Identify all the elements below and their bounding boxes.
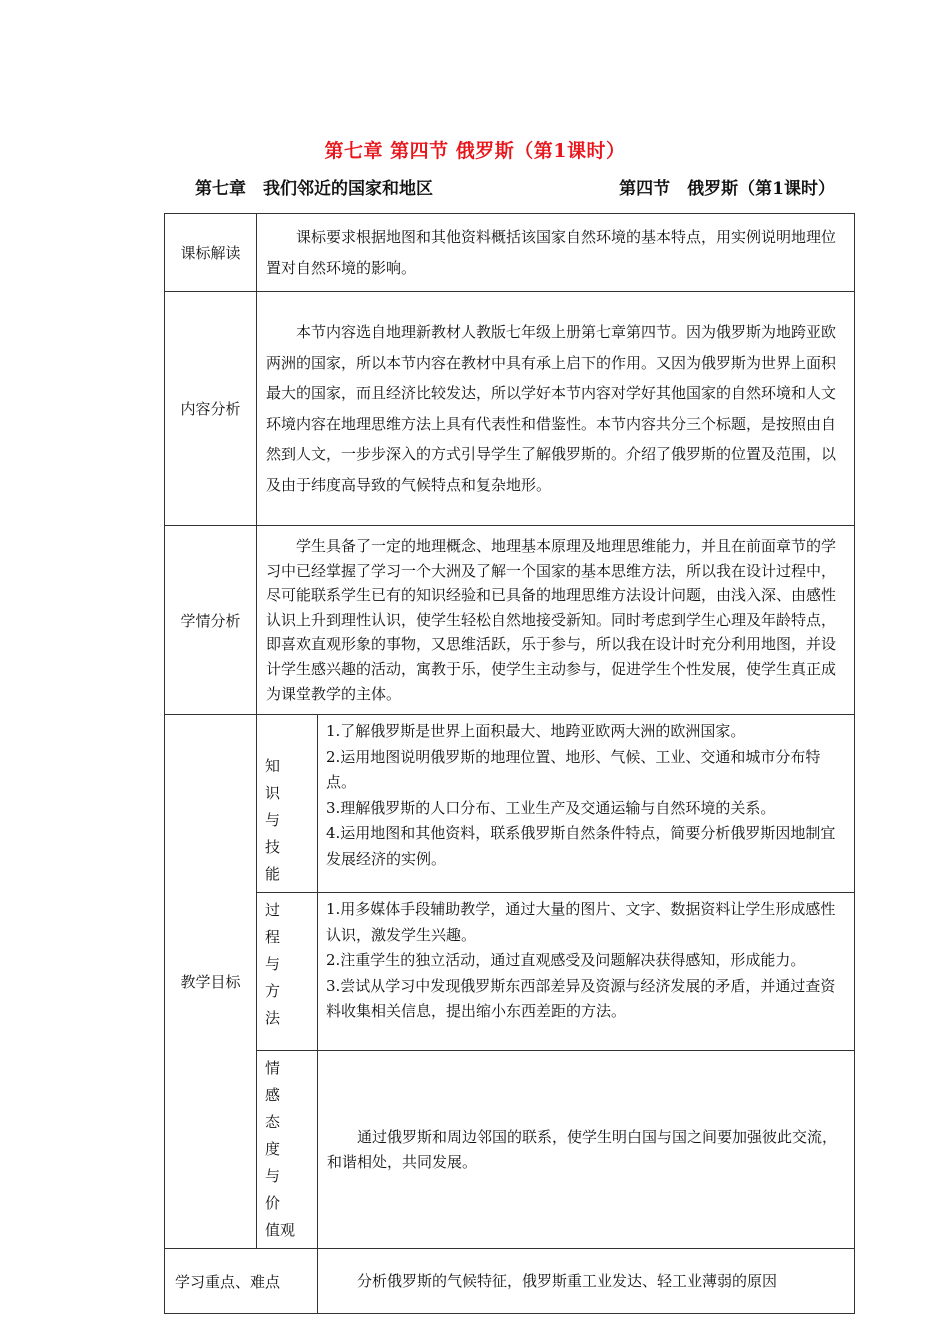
sublabel-emotion-line: 与 价 <box>265 1167 296 1213</box>
document-subtitle <box>195 174 835 199</box>
sublabel-emotion-line: 情 感 <box>265 1059 296 1105</box>
sublabel-emotion-line: 值观 <box>265 1221 296 1240</box>
list-item: 2.注重学生的独立活动，通过直观感受及问题解决获得感知，形成能力。 <box>326 951 806 970</box>
sublabel-knowledge-line: 知 识 <box>265 757 296 803</box>
list-item: 2.运用地图说明俄罗斯的地理位置、地形、气候、工业、交通和城市分布特点。 <box>326 747 821 792</box>
label-content: 内容分析 <box>165 292 257 526</box>
text-key-points: 分析俄罗斯的气候特征，俄罗斯重工业发达、轻工业薄弱的原因 <box>318 1249 855 1314</box>
label-standards: 课标解读 <box>165 214 257 292</box>
chapter-heading: 第七章 我们邻近的国家和地区 <box>195 179 433 199</box>
text-students: 学生具备了一定的地理概念、地理基本原理及地理思维能力，并且在前面章节的学习中已经掌握了学习一个大洲及了解一个国家的基本思维方法，所以我在设计过程中，尽可能联系学生已有的知识经验和已具备的地理思维方法设计问题，由浅入深、由感性认识上升到理性认识，使学生轻松自然地接受新知。同时考虑到学生心理及年龄特点，即喜欢直观形象的事物，又思维活跃，乐于参与，所以我在设计时充分利用地图，并设计学生感兴趣的活动，寓教于乐，使学生主动参与，促进学生个性发展，使学生真正成为课堂教学的主体。 <box>257 526 855 715</box>
sublabel-process-line: 过 程 <box>265 901 296 947</box>
list-process <box>318 893 855 1051</box>
sublabel-process-line: 法 <box>265 1009 281 1028</box>
row-goals-emotion <box>165 1051 855 1249</box>
row-standards <box>165 214 855 292</box>
list-item: 4.运用地图和其他资料，联系俄罗斯自然条件特点，简要分析俄罗斯因地制宜发展经济的实例。 <box>326 824 836 868</box>
text-emotion: 通过俄罗斯和周边邻国的联系，使学生明白国与国之间要加强彼此交流，和谐相处，共同发展。 <box>318 1051 855 1249</box>
sublabel-knowledge-line: 与 技 <box>265 811 296 857</box>
sublabel-knowledge-line: 能 <box>265 865 281 884</box>
list-item: 3.尝试从学习中发现俄罗斯东西部差异及资源与经济发展的矛盾，并通过查资料收集相关信息，提出缩小东西差距的方法。 <box>326 976 836 1021</box>
text-standards: 课标要求根据地图和其他资料概括该国家自然环境的基本特点，用实例说明地理位置对自然环境的影响。 <box>257 214 855 292</box>
row-content <box>165 292 855 526</box>
sublabel-knowledge <box>257 715 318 893</box>
row-goals-process <box>165 893 855 1051</box>
text-content: 本节内容选自地理新教材人教版七年级上册第七章第四节。因为俄罗斯为地跨亚欧两洲的国家，所以本节内容在教材中具有承上启下的作用。又因为俄罗斯为世界上面积最大的国家，而且经济比较发达，所以学好本节内容对学好其他国家的自然环境和人文环境内容在地理思维方法上具有代表性和借鉴性。本节内容共分三个标题，是按照由自然到人文，一步步深入的方式引导学生了解俄罗斯的。介绍了俄罗斯的位置及范围，以及由于纬度高导致的气候特点和复杂地形。 <box>257 292 855 526</box>
sublabel-emotion-line: 态 度 <box>265 1113 296 1159</box>
document-title: 第七章 第四节 俄罗斯（第1课时） <box>324 140 626 162</box>
label-key-points: 学习重点、难点 <box>165 1249 318 1314</box>
label-goals: 教学目标 <box>165 715 257 1249</box>
list-item: 3.理解俄罗斯的人口分布、工业生产及交通运输与自然环境的关系。 <box>326 798 776 817</box>
list-item: 1.了解俄罗斯是世界上面积最大、地跨亚欧两大洲的欧洲国家。 <box>326 722 746 741</box>
sublabel-process <box>257 893 318 1051</box>
sublabel-process-line: 与 方 <box>265 955 296 1001</box>
section-heading: 第四节 俄罗斯（第1课时） <box>619 179 835 199</box>
list-knowledge <box>318 715 855 893</box>
row-goals-knowledge <box>165 715 855 893</box>
list-item: 1.用多媒体手段辅助教学，通过大量的图片、文字、数据资料让学生形成感性认识，激发学生兴趣。 <box>326 900 836 944</box>
sublabel-emotion <box>257 1051 318 1249</box>
label-students: 学情分析 <box>165 526 257 715</box>
lesson-plan-table <box>164 213 855 1314</box>
row-students <box>165 526 855 715</box>
row-key-points <box>165 1249 855 1314</box>
